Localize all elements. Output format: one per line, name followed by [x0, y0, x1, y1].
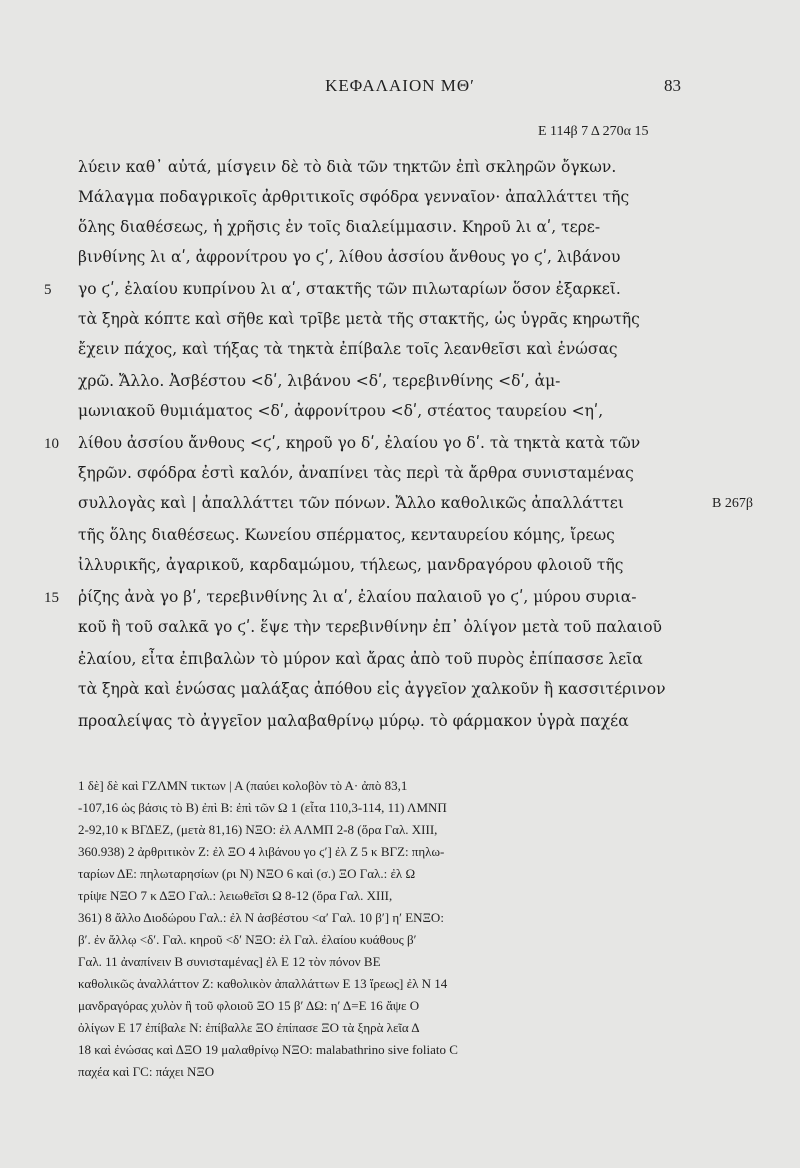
text-line: γο ϛʹ, ἐλαίου κυπρίνου λι αʹ, στακτῆς τῶν πιλωταρίων ὅσον ἐξαρκεῖ. [78, 280, 621, 298]
apparatus-line: καθολικῶς ἀναλλάττον Ζ: καθολικὸν ἀπαλλάττων Ε 13 ἴρεως] ἐλ Ν 14 [78, 976, 448, 991]
running-title: ΚΕΦΑΛΑΙΟΝ ΜΘʹ [325, 76, 475, 95]
apparatus-line: ταρίων ΔΕ: πηλωταρησίων (ρι Ν) ΝΞΟ 6 καὶ (σ.) ΞΟ Γαλ.: ἐλ Ω [78, 866, 416, 881]
text-line: Μάλαγμα ποδαγρικοῖς ἀρθριτικοῖς σφόδρα γενναῖον· ἀπαλλάττει τῆς [78, 188, 630, 206]
text-line: ὅλης διαθέσεως, ἡ χρῆσις ἐν τοῖς διαλείμμασιν. Κηροῦ λι αʹ, τερε- [78, 218, 601, 236]
text-line: λίθου ἀσσίου ἄνθους <ϛʹ, κηροῦ γο δʹ, ἐλαίου γο δʹ. τὰ τηκτὰ κατὰ τῶν [78, 434, 641, 452]
text-line: κοῦ ἢ τοῦ σαλκᾶ γο ϛʹ. ἕψε τὴν τερεβινθίνην ἐπ᾽ ὀλίγον μετὰ τοῦ παλαιοῦ [78, 618, 662, 636]
text-line: τῆς ὅλης διαθέσεως. Κωνείου σπέρματος, κενταυρείου κόμης, ἴρεως [78, 526, 615, 544]
manuscript-reference: E 114β 7 Δ 270α 15 [538, 124, 649, 139]
apparatus-line: ὀλίγων Ε 17 ἐπίβαλε Ν: ἐπίβαλλε ΞΟ ἐπίπασε ΞΟ τὰ ξηρὰ λεῖα Δ [78, 1020, 420, 1035]
line-number: 5 [44, 282, 52, 298]
apparatus-line: -107,16 ὡς βάσις τὸ Β) ἐπὶ Β: ἐπὶ τῶν Ω 1 (εἶτα 110,3-114, 11) ΛΜΝΠ [78, 800, 447, 815]
text-line: συλλογὰς καὶ | ἀπαλλάττει τῶν πόνων. Ἄλλο καθολικῶς ἀπαλλάττει [78, 494, 624, 512]
text-line: ἔχειν πάχος, καὶ τήξας τὰ τηκτὰ ἐπίβαλε τοῖς λεανθεῖσι καὶ ἑνώσας [78, 340, 618, 358]
text-line: βινθίνης λι αʹ, ἀφρονίτρου γο ϛʹ, λίθου ἀσσίου ἄνθους γο ϛʹ, λιβάνου [78, 248, 621, 266]
margin-folio-note: B 267β [712, 496, 753, 511]
apparatus-line: Γαλ. 11 ἀναπίνειν Β συνισταμένας] ἐλ Ε 12 τὸν πόνον ΒΕ [78, 954, 381, 969]
text-line: προαλείψας τὸ ἀγγεῖον μαλαβαθρίνῳ μύρῳ. τὸ φάρμακον ὑγρὰ παχέα [78, 712, 629, 730]
text-line: ξηρῶν. σφόδρα ἐστὶ καλόν, ἀναπίνει τὰς περὶ τὰ ἄρθρα συνισταμένας [78, 464, 634, 482]
apparatus-line: παχέα καὶ ΓC: πάχει ΝΞΟ [78, 1064, 215, 1079]
line-number: 10 [44, 436, 59, 452]
apparatus-line: μανδραγόρας χυλὸν ἢ τοῦ φλοιοῦ ΞΟ 15 βʹ ΔΩ: ηʹ Δ=Ε 16 ἄψε Ο [78, 998, 420, 1013]
apparatus-line: 18 καὶ ἐνώσας καὶ ΔΞΟ 19 μαλαθρίνῳ ΝΞΟ: malabathrino sive foliato C [78, 1042, 458, 1057]
apparatus-line: 361) 8 ἄλλο Διοδώρου Γαλ.: ἐλ Ν ἀσβέστου <αʹ Γαλ. 10 βʹ] ηʹ ΕΝΞΟ: [78, 910, 444, 925]
text-line: ἰλλυρικῆς, ἀγαρικοῦ, καρδαμώμου, τήλεως, μανδραγόρου φλοιοῦ τῆς [78, 556, 624, 574]
text-line: τὰ ξηρὰ κόπτε καὶ σῆθε καὶ τρῖβε μετὰ τῆς στακτῆς, ὡς ὑγρᾶς κηρωτῆς [78, 310, 640, 328]
text-line: χρῶ. Ἄλλο. Ἀσβέστου <δʹ, λιβάνου <δʹ, τερεβινθίνης <δʹ, ἀμ- [78, 372, 561, 390]
text-line: λύειν καθ᾽ αὐτά, μίσγειν δὲ τὸ διὰ τῶν τηκτῶν ἐπὶ σκληρῶν ὄγκων. [78, 158, 617, 176]
line-number: 15 [44, 590, 59, 606]
apparatus-line: 1 δὲ] δὲ καὶ ΓΖΛΜΝ τικτων | Α (παύει κολοβὸν τὸ Α· ἀπὸ 83,1 [78, 778, 408, 793]
text-line: τὰ ξηρὰ καὶ ἑνώσας μαλάξας ἀπόθου εἰς ἀγγεῖον χαλκοῦν ἢ κασσιτέρινον [78, 680, 666, 698]
page-number: 83 [664, 76, 681, 95]
apparatus-line: 360.938) 2 ἀρθριτικὸν Ζ: ἐλ ΞΟ 4 λιβάνου γο ϛʹ] ἐλ Ζ 5 κ ΒΓΖ: πηλω- [78, 844, 445, 859]
text-line: ῥίζης ἀνὰ γο βʹ, τερεβινθίνης λι αʹ, ἐλαίου παλαιοῦ γο ϛʹ, μύρου συρια- [78, 588, 637, 606]
text-line: μωνιακοῦ θυμιάματος <δʹ, ἀφρονίτρου <δʹ, στέατος ταυρείου <ηʹ, [78, 402, 604, 420]
text-line: ἐλαίου, εἶτα ἐπιβαλὼν τὸ μύρον καὶ ἄρας ἀπὸ τοῦ πυρὸς ἐπίπασσε λεῖα [78, 650, 643, 668]
apparatus-line: 2-92,10 κ ΒΓΔΕΖ, (μετὰ 81,16) ΝΞΟ: ἐλ ΑΛΜΠ 2-8 (ὅρα Γαλ. XIII, [78, 822, 438, 837]
apparatus-line: τρίψε ΝΞΟ 7 κ ΔΞΟ Γαλ.: λειωθεῖσι Ω 8-12 (ὅρα Γαλ. XIII, [78, 888, 393, 903]
apparatus-line: βʹ. ἐν ἄλλῳ <δʹ. Γαλ. κηροῦ <δʹ ΝΞΟ: ἐλ Γαλ. ἐλαίου κυάθους βʹ [78, 932, 417, 947]
